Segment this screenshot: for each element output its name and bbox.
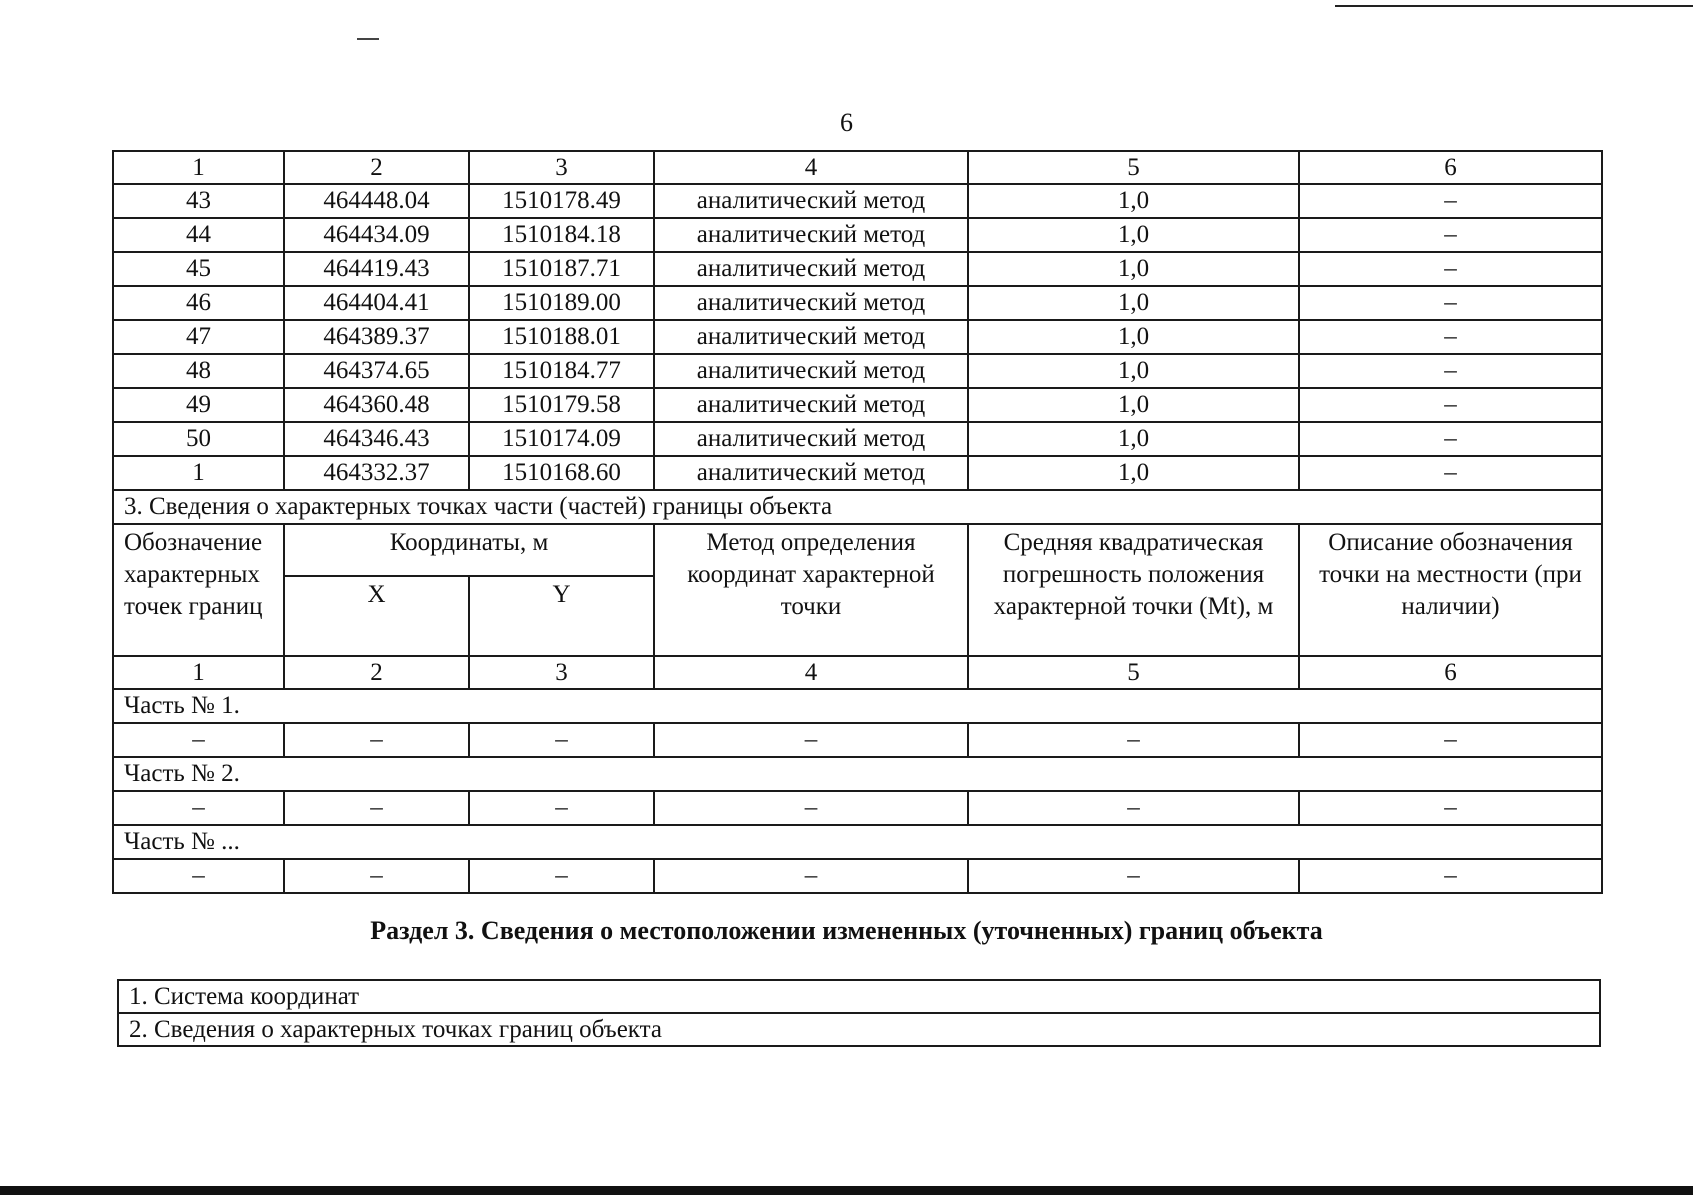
y-coordinate-cell: 1510174.09 [469,422,654,456]
col-number-cell: 1 [113,656,284,689]
dash-cell: – [1299,859,1602,893]
table-row [113,723,1602,757]
col-number-cell: 6 [1299,151,1602,184]
description-cell: – [1299,218,1602,252]
column-number-row [113,656,1602,689]
col-number-cell: 5 [968,151,1299,184]
part-label: Часть № 1. [113,689,1602,723]
y-coordinate-cell: 1510178.49 [469,184,654,218]
y-coordinate-cell: 1510184.77 [469,354,654,388]
description-cell: – [1299,286,1602,320]
error-cell: 1,0 [968,456,1299,490]
y-coordinate-cell: 1510168.60 [469,456,654,490]
y-coordinate-cell: 1510189.00 [469,286,654,320]
dash-cell: – [284,791,469,825]
col-number-cell: 6 [1299,656,1602,689]
method-cell: аналитический метод [654,354,968,388]
point-id-cell: 43 [113,184,284,218]
method-cell: аналитический метод [654,286,968,320]
section-3-table [117,979,1601,1047]
header-method: Метод определения координат характерной точки [654,524,968,656]
description-cell: – [1299,456,1602,490]
coordinates-table [112,150,1603,894]
point-id-cell: 49 [113,388,284,422]
dash-cell: – [284,859,469,893]
point-id-cell: 50 [113,422,284,456]
method-cell: аналитический метод [654,218,968,252]
dash-cell: – [284,723,469,757]
x-coordinate-cell: 464419.43 [284,252,469,286]
point-id-cell: 47 [113,320,284,354]
table-row [113,218,1602,252]
header-coordinates: Координаты, м [284,524,654,576]
part-label: Часть № ... [113,825,1602,859]
table-row [113,252,1602,286]
dash-cell: – [113,723,284,757]
error-cell: 1,0 [968,184,1299,218]
method-cell: аналитический метод [654,252,968,286]
table-row [113,354,1602,388]
table-row [113,859,1602,893]
method-cell: аналитический метод [654,456,968,490]
method-cell: аналитический метод [654,422,968,456]
dash-cell: – [1299,723,1602,757]
col-number-cell: 3 [469,151,654,184]
header-mean-error: Средняя квадратическая погрешность положения характерной точки (Mt), м [968,524,1299,656]
table-row [118,980,1600,1013]
table-row [113,456,1602,490]
method-cell: аналитический метод [654,184,968,218]
description-cell: – [1299,320,1602,354]
point-id-cell: 45 [113,252,284,286]
col-number-cell: 1 [113,151,284,184]
x-coordinate-cell: 464389.37 [284,320,469,354]
section-3-title: Раздел 3. Сведения о местоположении измененных (уточненных) границ объекта [370,916,1323,945]
dash-cell: – [469,859,654,893]
dash-cell: – [654,723,968,757]
column-number-row [113,151,1602,184]
x-coordinate-cell: 464448.04 [284,184,469,218]
table-row [113,388,1602,422]
point-id-cell: 48 [113,354,284,388]
header-x: X [284,576,469,656]
dash-cell: – [654,859,968,893]
x-coordinate-cell: 464374.65 [284,354,469,388]
error-cell: 1,0 [968,252,1299,286]
dash-cell: – [469,723,654,757]
point-id-cell: 1 [113,456,284,490]
table-row [118,1013,1600,1046]
part-label: Часть № 2. [113,757,1602,791]
table-row [113,422,1602,456]
x-coordinate-cell: 464404.41 [284,286,469,320]
y-coordinate-cell: 1510184.18 [469,218,654,252]
part-label-row [113,825,1602,859]
x-coordinate-cell: 464332.37 [284,456,469,490]
header-point-description: Описание обозначения точки на местности (при наличии) [1299,524,1602,656]
dash-cell: – [469,791,654,825]
col-number-cell: 2 [284,656,469,689]
col-number-cell: 5 [968,656,1299,689]
scan-speck [357,38,379,40]
dash-cell: – [113,791,284,825]
description-cell: – [1299,184,1602,218]
y-coordinate-cell: 1510179.58 [469,388,654,422]
y-coordinate-cell: 1510187.71 [469,252,654,286]
description-cell: – [1299,388,1602,422]
header-point-designation: Обозначение характерных точек границ [113,524,284,656]
parts-section-title: 3. Сведения о характерных точках части (частей) границы объекта [113,490,1602,524]
point-id-cell: 46 [113,286,284,320]
error-cell: 1,0 [968,320,1299,354]
error-cell: 1,0 [968,388,1299,422]
parts-header-row [113,524,1602,576]
dash-cell: – [654,791,968,825]
x-coordinate-cell: 464434.09 [284,218,469,252]
col-number-cell: 3 [469,656,654,689]
part-label-row [113,689,1602,723]
col-number-cell: 4 [654,656,968,689]
description-cell: – [1299,252,1602,286]
col-number-cell: 2 [284,151,469,184]
table-row [113,320,1602,354]
x-coordinate-cell: 464360.48 [284,388,469,422]
y-coordinate-cell: 1510188.01 [469,320,654,354]
coordinate-system-row: 1. Система координат [118,980,1600,1013]
dash-cell: – [1299,791,1602,825]
table-row [113,184,1602,218]
error-cell: 1,0 [968,422,1299,456]
dash-cell: – [968,859,1299,893]
bottom-scan-rule [0,1186,1693,1195]
method-cell: аналитический метод [654,320,968,354]
parts-section-title-row [113,490,1602,524]
method-cell: аналитический метод [654,388,968,422]
boundary-points-row: 2. Сведения о характерных точках границ объекта [118,1013,1600,1046]
description-cell: – [1299,354,1602,388]
header-y: Y [469,576,654,656]
point-id-cell: 44 [113,218,284,252]
part-label-row [113,757,1602,791]
x-coordinate-cell: 464346.43 [284,422,469,456]
table-row [113,286,1602,320]
description-cell: – [1299,422,1602,456]
error-cell: 1,0 [968,354,1299,388]
top-scan-rule [1335,5,1693,7]
col-number-cell: 4 [654,151,968,184]
dash-cell: – [113,859,284,893]
dash-cell: – [968,791,1299,825]
error-cell: 1,0 [968,286,1299,320]
page-number: 6 [840,108,853,137]
dash-cell: – [968,723,1299,757]
table-row [113,791,1602,825]
error-cell: 1,0 [968,218,1299,252]
